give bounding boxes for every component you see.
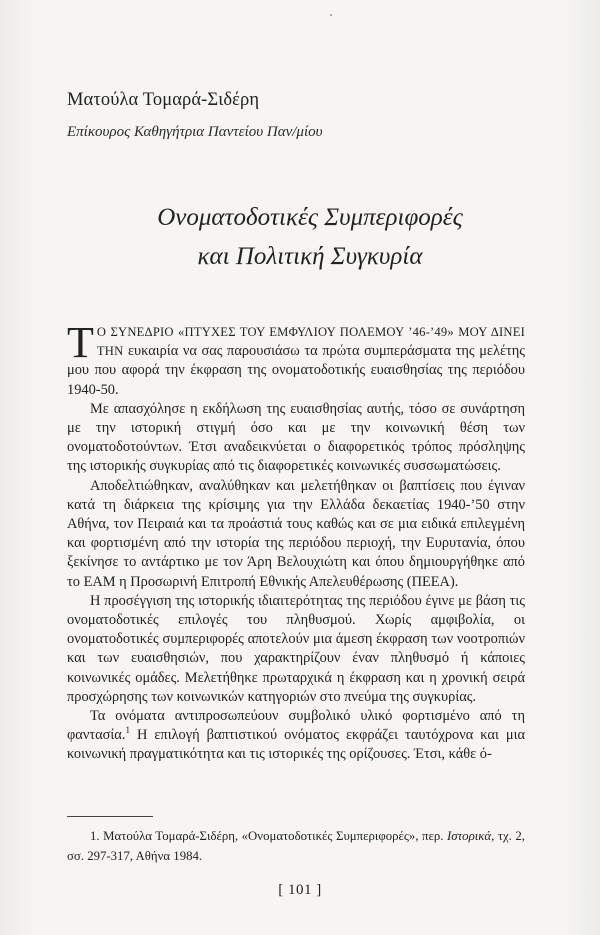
article-body bbox=[67, 318, 525, 765]
paper-speck bbox=[330, 14, 332, 16]
footnote-details: τχ. 2, σσ. 297-317, Αθήνα 1984. bbox=[67, 829, 526, 863]
article-title-line-1: Ονοματοδοτικές Συμπεριφορές bbox=[157, 204, 463, 231]
footnote-journal: Ιστορικά, bbox=[447, 829, 495, 843]
paragraph-5 bbox=[67, 707, 525, 765]
paragraph-1-text: ευκαιρία να σας παρουσιάσω τα πρώτα συμπεράσματα της μελέτης μου που αφορά την έκφραση της ονοματοδοτικής ευαισθησίας της περιόδου 1940-50. bbox=[67, 343, 525, 398]
footnote-divider bbox=[67, 816, 153, 817]
footnote-reference: 1 bbox=[125, 725, 130, 736]
paragraph-2: Με απασχόλησε η εκδήλωση της ευαισθησίας αυτής, τόσο σε συνάρτηση με την ιστορική στιγμή όσο και με την κοινωνική θέση των ονοματοδοτούντων. Έτσι αναδεικνύεται ο διαφορετικός τρόπος πρόσληψης της ιστορικής συγκυρίας από τις διαφορετικές κοινωνικές συσσωματώσεις. bbox=[67, 400, 525, 475]
footnote-author: Ματούλα Τομαρά-Σιδέρη, «Ονοματοδοτικές Συμπεριφορές», περ. bbox=[103, 829, 444, 843]
paragraph-3: Αποδελτιώθηκαν, αναλύθηκαν και μελετήθηκαν οι βαπτίσεις που έγιναν κατά τη διάρκεια της κρίσιμης για την Ελλάδα δεκαετίας 1940-’50 στην Αθήνα, τον Πειραιά και τα προάστιά τους καθώς και σε μια ειδικά επιλεγμένη και φορτισμένη από την ιστορία της περιόδου περιοχή, την Ευρυτανία, όπου ξεκίνησε το αντάρτικο με τον Άρη Βελουχιώτη και όπου δημιουργήθηκε από το ΕΑΜ η Προσωρινή Επιτροπή Εθνικής Απελευθέρωσης (ΠΕΕΑ). bbox=[67, 477, 525, 590]
paragraph-4: Η προσέγγιση της ιστορικής ιδιαιτερότητας της περιόδου έγινε με βάση τις ονοματοδοτικές επιλογές του πληθυσμού. Χωρίς αμφιβολία, οι ονοματοδοτικές συμπεριφορές αποτελούν μια άμεση έκφραση των νοοτροπιών και των ευαισθησιών, που χαρακτηρίζουν έναν πληθυσμό ή κάποιες κοινωνικές ομάδες. Μελετήθηκε πρωταρχικά η έκφραση και η χρονική σειρά προσχώρησης των κοινωνικών κατηγοριών στο πνεύμα της συγκυρίας. bbox=[67, 592, 525, 705]
drop-cap: Τ bbox=[67, 318, 94, 367]
paragraph-5-text-before: Τα ονόματα αντιπροσωπεύουν συμβολικό υλικό φορτισμένο από τη φαντασία. bbox=[67, 708, 525, 744]
paragraph-5-text-after: Η επιλογή βαπτιστικού ονόματος εκφράζει ταυτόχρονα και μια κοινωνική πραγματικότητα και τις ιστορικές της ορίζουσες. Έτσι, κάθε ό- bbox=[67, 727, 525, 763]
author-name: Ματούλα Τομαρά-Σιδέρη bbox=[67, 90, 260, 110]
paragraph-1 bbox=[67, 318, 525, 400]
footnote-number: 1. bbox=[90, 829, 100, 843]
author-affiliation: Επίκουρος Καθηγήτρια Παντείου Παν/μίου bbox=[67, 124, 323, 140]
footnote bbox=[67, 826, 525, 866]
article-title-line-2: και Πολιτική Συγκυρία bbox=[197, 243, 423, 270]
paragraph-1-lead: Ο ΣΥΝΕΔΡΙΟ «ΠΤΥΧΕΣ ΤΟΥ ΕΜΦΥΛΙΟΥ ΠΟΛΕΜΟΥ ’46-’49» ΜΟΥ ΔΙΝΕΙ ΤΗΝ bbox=[96, 325, 525, 359]
page-number: [ 101 ] bbox=[278, 882, 322, 898]
